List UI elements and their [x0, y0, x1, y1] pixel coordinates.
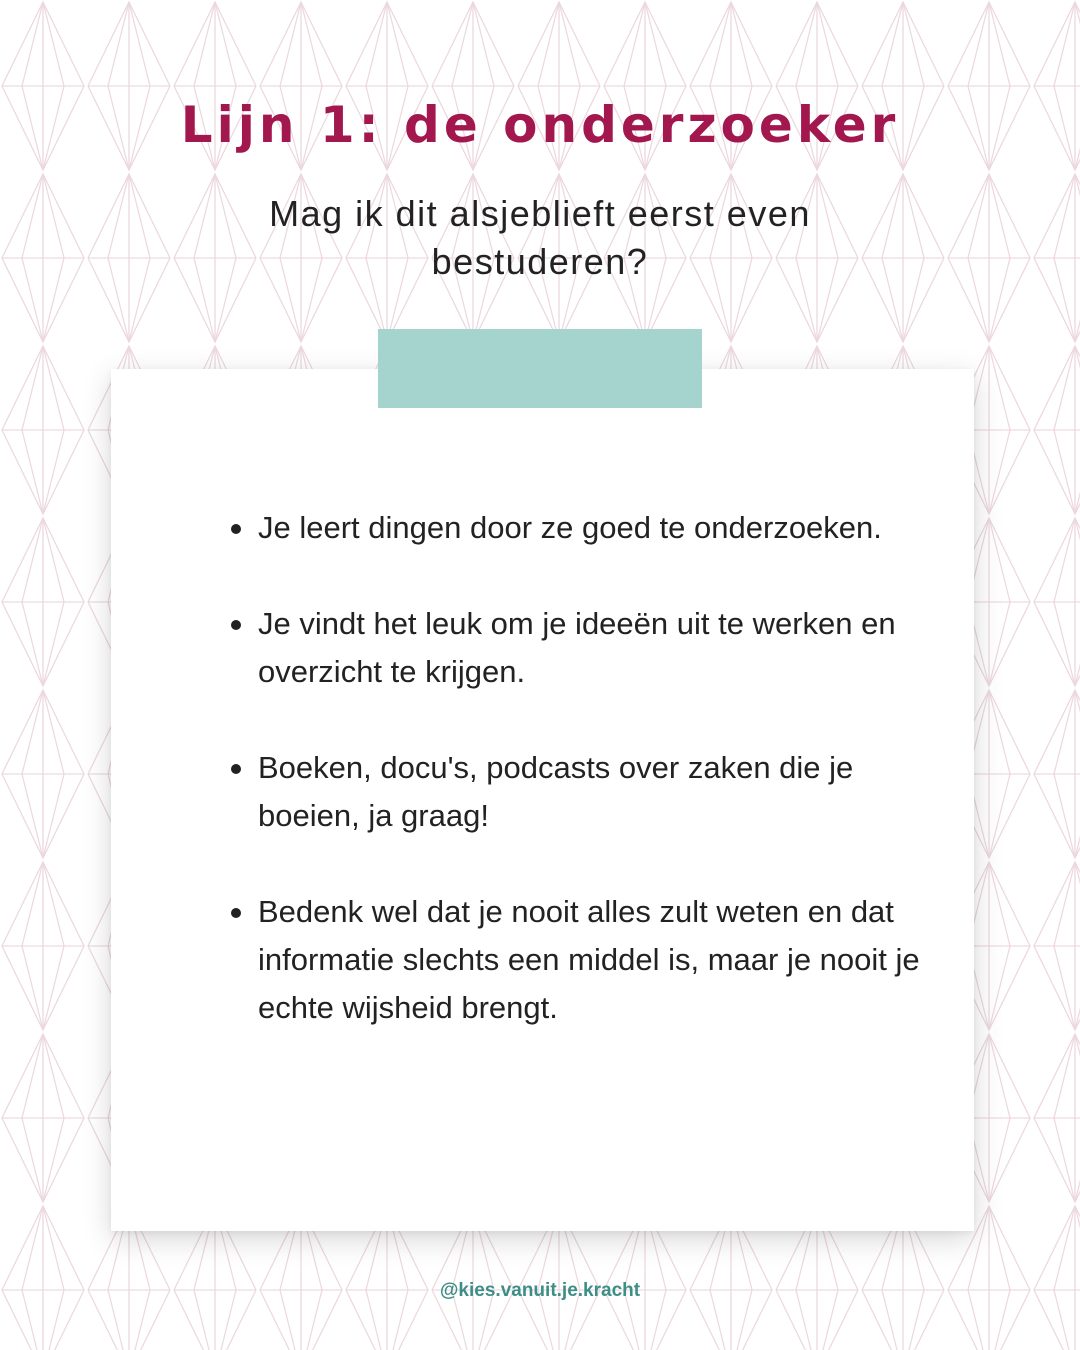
social-handle: @kies.vanuit.je.kracht [439, 1280, 641, 1301]
bullet-text: Bedenk wel dat je nooit alles zult weten en dat informatie slechts een middel is, maar je nooit je echte wijsheid brengt. [258, 894, 920, 1025]
tape-strip [378, 329, 702, 408]
bullet-text: Je vindt het leuk om je ideeën uit te werken en overzicht te krijgen. [258, 606, 896, 689]
bullet-item [229, 888, 929, 1032]
bullet-dot-icon [231, 764, 241, 774]
tape-decoration [378, 329, 702, 408]
page-subtitle: Mag ik dit alsjeblieft eerst even bestuderen? [269, 193, 811, 282]
bullet-dot-icon [231, 524, 241, 534]
bullet-item [229, 744, 929, 840]
bullet-item [229, 504, 929, 552]
bullet-text: Boeken, docu's, podcasts over zaken die je boeien, ja graag! [258, 750, 854, 833]
bullet-item [229, 600, 929, 696]
bullet-text: Je leert dingen door ze goed te onderzoeken. [258, 510, 882, 545]
bullet-dot-icon [231, 908, 241, 918]
page-title: Lijn 1: de onderzoeker [180, 96, 900, 154]
bullet-list [229, 504, 929, 1080]
bullet-dot-icon [231, 620, 241, 630]
